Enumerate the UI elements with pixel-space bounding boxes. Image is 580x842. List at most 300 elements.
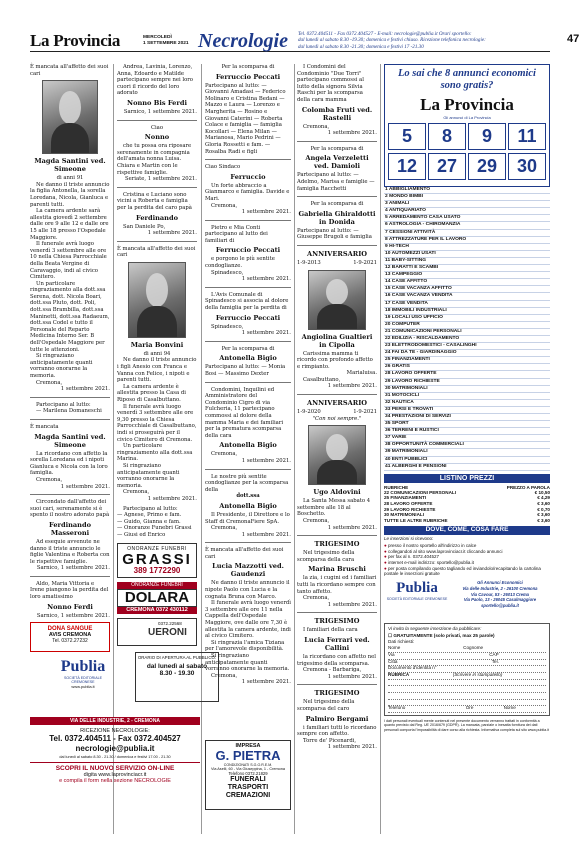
obituary-column-2 — [117, 64, 197, 650]
notice-text: la zia, i cugini ed i familiari tutti la ricordano sempre con tanto affetto. — [297, 575, 377, 595]
notice-date: Seriate, 1 settembre 2021. — [124, 176, 197, 183]
free-day: 8 — [428, 123, 466, 150]
notice-text: — Agnese, Primo e fam. — [117, 512, 182, 519]
publia-email: necrologie@publia.it — [75, 744, 155, 753]
obituary-notice — [30, 499, 110, 572]
publia-footer-ad — [30, 717, 200, 784]
dolara-top: ONORANZE FUNEBRI — [117, 582, 197, 589]
rubrica-item: 35 SPORT — [384, 421, 550, 428]
notice-place: Spinadesco, — [211, 323, 244, 330]
promo-title: Lo sai che 8 annunci economici sono gratis? — [398, 68, 536, 91]
grassi-phone: 389 1772290 — [133, 566, 181, 576]
notice-text: Andrea, Lavinia, Lorenzo, Anna, Edoardo e Matilde partecipano sempre nei loro cuori il ricordo del loro adorato — [117, 64, 193, 97]
coupon-form — [384, 623, 550, 716]
notice-separator — [117, 187, 197, 188]
rubrica-item: 25 FINANZIAMENTI — [384, 357, 550, 364]
deceased-name: Magda Santini ved. Simeone — [34, 432, 106, 449]
deceased-name: Nonno Bis Ferdi — [127, 98, 187, 107]
dove-item-text: per fax al n. 0372.404527 — [387, 554, 440, 560]
notice-text: Si ringraziano anticipatamente quanti vorranno onorarne la memoria. — [205, 653, 290, 673]
notice-place: Cremona, — [211, 202, 238, 209]
publia-address: Via Cavour, 53 - 26013 Crema — [470, 591, 530, 597]
notice-separator — [205, 469, 291, 470]
price-rubrica: 29 LAVORO RICHIESTE — [384, 506, 436, 512]
anniversary-date: 1-9-2021 — [353, 259, 377, 266]
notice-separator — [297, 196, 377, 197]
price-value: € 10,50 — [534, 489, 550, 495]
obituary-notice — [117, 64, 197, 116]
ueroni-name: UERONI — [148, 626, 187, 638]
notice-text: Partecipano al lutto: — Adelmo, Marisa e famiglie — famiglia Racchetti — [297, 172, 375, 192]
opening-hours-title: ORARIO DI APERTURA AL PUBBLICO: — [137, 655, 217, 660]
notice-text: Un particolare ringraziamento alla dott.ssa Serena, dott. Nicola Boari, dott.ssa Pluto, dott. Poli, dott.ssa Brambilla, dott.ssa Maninetti, dott.ssa Radaeum, dott.ssa Codel e tutto il Personale del Reparto Medicina Interno Ser. B dell'Ospedale Maggiore per tutte le attenzioni. — [30, 280, 110, 353]
notice-date: 1 settembre 2021. — [147, 230, 197, 237]
rubrica-item: 34 PRESTAZIONI DI SERVIZI — [384, 414, 550, 421]
deceased-photo — [42, 80, 98, 154]
notice-text: Si ringrazia l'amica Tiziana per l'amorevole disponibilità. — [205, 639, 285, 653]
price-value: € 3,60 — [537, 512, 550, 518]
price-row — [384, 518, 550, 524]
obituary-notice — [205, 164, 291, 216]
notice-text: Partecipano al lutto: — Giuseppe Brugoli e famiglia — [297, 227, 372, 241]
issue-date — [143, 35, 189, 47]
privacy-disclaimer: I dati personali eventuali mente contenuti nel presente documento verranno trattati in conformità a quanto previsto dal Reg. UE 2016/679 (GDPR). La mancata, parziale o inesatta fornitura dei dati personali comporta l'impossibilità di dare corso alla richiesta. Informativa completa sul sito www.publia.it — [384, 719, 549, 732]
deceased-name: Nonno Ferdi — [47, 602, 93, 611]
pietra-funeral-ad — [205, 740, 291, 810]
rubrica-item: 19 LOCALI USO UFFICIO — [384, 315, 550, 322]
notice-separator — [117, 120, 197, 121]
dove-item-text: collegandoti al sito www.laprovinciacr.it cliccando annunci — [387, 548, 503, 554]
deceased-name: Antonella Bigio — [219, 354, 277, 363]
notice-sign: Marialuisa. — [346, 370, 377, 377]
header-info-line: dal lunedì al sabato 8.30 -21.30; domenica e festivi 17 -21.30 — [298, 43, 424, 50]
notice-text: Le nostre più sentite condoglianze per la scomparsa della — [205, 473, 289, 493]
rubrica-item: 9 HI-TECH — [384, 244, 550, 251]
notice-heading: ANNIVERSARIO — [306, 399, 368, 408]
notice-text: Il funerale avrà luogo venerdì 3 settembre alle ore 9,30 presso la Chiesa Parrocchiale di Casalbuttano, indi si proseguirà per il civico Cimitero di Cremona. — [117, 403, 197, 443]
notice-intro: È mancata all'affetto dei suoi cari — [30, 64, 109, 77]
grassi-top: ONORANZE FUNEBRI — [127, 545, 187, 552]
notice-date: 1 settembre 2021. — [241, 457, 291, 464]
free-day: 11 — [508, 123, 546, 150]
free-day: 12 — [388, 153, 426, 180]
header-bar — [30, 30, 580, 52]
notice-text: — Giusi ed Enrico — [117, 531, 166, 538]
rubrica-item: 40 ENTI PUBBLICI — [384, 457, 550, 464]
free-days-row — [388, 123, 546, 150]
rubrica-item: 32 NAUTICA — [384, 400, 550, 407]
publia-phone: Tel. 0372.404511 - Fax 0372.404527 — [49, 734, 181, 743]
promo-box — [384, 64, 550, 187]
notice-text: Partecipano al lutto: — Monia Bosi — Massimo Dexter — [205, 364, 286, 377]
column-rule — [201, 64, 202, 834]
notice-separator — [205, 159, 291, 160]
anniversary-date: 1-9-2021 — [353, 409, 377, 416]
deceased-name: Colomba Fruti ved. Rastelli — [301, 105, 373, 122]
obituary-notice — [205, 64, 291, 155]
publia-brand-block — [52, 658, 114, 689]
form-telefono-label: Telefono — [388, 705, 406, 711]
notice-date: 1 settembre 2021. — [327, 601, 377, 608]
issue-day: 1 SETTEMBRE 2021 — [143, 41, 189, 46]
pietra-address: Via Aselli, 60 - Via Giuseppina, 1 - Cremona — [211, 767, 285, 771]
rubrica-item: 14 CASE AFFITTO — [384, 279, 550, 286]
notice-text: Il funerale avrà luogo venerdì 3 settembre alle ore 10 nella Chiesa Parrocchiale della Beata Vergine di Caravaggio, indi al civico Cimitero. — [30, 241, 107, 281]
publia-brand-box — [384, 580, 450, 620]
notice-text: Ad esequie avvenute ne danno il triste annuncio le figlie Valentina e Roberta con le rispettive famiglie. — [30, 538, 110, 565]
notice-heading: TRIGESIMO — [314, 540, 360, 549]
form-text-line[interactable] — [388, 686, 546, 693]
obituary-notice — [30, 64, 110, 393]
form-text-line[interactable] — [388, 693, 546, 700]
ueroni-phone: 0372.22568 — [158, 620, 182, 626]
notice-intro: Per la scomparsa di — [310, 145, 364, 152]
notice-intro: È mancata all'affetto dei suoi cari — [205, 547, 284, 560]
notice-text: Un forte abbraccio a Gianmarco e famiglia. Davide e Mari. — [205, 182, 290, 202]
obituary-notice — [297, 146, 377, 192]
publia-site: www.publia.it — [71, 684, 95, 689]
deceased-name: Ferruccio Peccati — [215, 246, 281, 255]
notice-date: 1 settembre 2021. — [327, 130, 377, 137]
notice-text: Il Presidente, il Direttore e lo Staff di CremonaFiere SpA. — [205, 511, 290, 525]
form-citta-label: Città — [388, 658, 398, 664]
deceased-title: dott.ssa — [236, 493, 260, 500]
publia-address: Via Paolo, 13 - 26045 Casalmaggiore — [463, 597, 537, 603]
notice-heading: TRIGESIMO — [314, 689, 360, 698]
deceased-name: Gabriella Ghiraldotti in Donida — [298, 209, 376, 226]
notice-text: La ricordano con affetto la sorella Loredana ed i nipoti Gianluca e Nicola con la loro famiglia. — [30, 450, 108, 477]
obituary-notice — [297, 617, 377, 680]
dove-item-text: internet e-mail indirizzo: sportello@publia.it — [387, 559, 474, 565]
notice-text: che tu possa ora riposare serenamente in compagnia dell'amata nonna Luisa. Chiara e Martin con le rispettive famiglie. — [117, 143, 192, 176]
promo-logo: La Provincia — [420, 95, 514, 114]
notice-date: Sarnico, 1 settembre 2021. — [36, 612, 110, 619]
notice-place: Cremona, — [123, 489, 150, 496]
rubrica-item: 31 MOTOCICLI — [384, 393, 550, 400]
deceased-name: Marina Bruschi — [308, 565, 366, 574]
dove-item — [384, 566, 550, 577]
price-rubrica: 28 LAVORO OFFERTE — [384, 500, 433, 506]
notice-text: — Guido, Gianna e fam. — [117, 518, 181, 525]
notice-separator — [117, 241, 197, 242]
notice-intro: Per la scomparsa di — [221, 345, 275, 352]
deceased-name: Antonella Bigio — [219, 501, 277, 510]
notice-text: Partecipano al lutto: — [36, 401, 91, 408]
notice-date: 1 settembre 2021. — [241, 531, 291, 538]
notice-intro: Per la scomparsa di — [310, 201, 364, 208]
notice-place: Spinadesco, — [211, 269, 244, 276]
form-cap-label: CAP — [489, 651, 499, 657]
avis-ad-line: Tel. 0372.27232 — [52, 638, 88, 644]
obituary-notice — [205, 547, 291, 686]
form-via-label: Via — [388, 651, 395, 657]
anniversary-date: 1-9-2020 — [297, 409, 321, 416]
notice-text: Ne danno il triste annuncio il nipote Paolo con Lucia e la cognata Bruna con Marco. — [205, 580, 290, 600]
notice-text: Si ringraziano anticipatamente quanti vorranno onorarne la memoria. — [30, 353, 93, 379]
dove-list — [384, 543, 550, 577]
online-service-url[interactable]: digita www.laprovinciacr.it — [83, 772, 147, 778]
notice-place: Cremona, — [303, 518, 330, 525]
page-header — [0, 0, 580, 56]
obituary-notice — [205, 474, 291, 539]
deceased-photo — [308, 270, 366, 330]
notice-separator — [30, 576, 110, 577]
section-title: Necrologie — [198, 30, 288, 52]
obituary-notice — [297, 201, 377, 241]
rubrica-item: 28 LAVORO OFFERTE — [384, 371, 550, 378]
rubrica-item: 22 EDILIZIA - RISCALDAMENTO — [384, 336, 550, 343]
promo-subtitle: Gli annunci di La Provincia — [443, 115, 491, 120]
rubrica-item: 38 OPPORTUNITÀ COMMERCIALI — [384, 442, 550, 449]
rubrica-item: 30 MATRIMONIALI — [384, 386, 550, 393]
deceased-name: Ugo Aldovini — [313, 488, 361, 497]
listino-title: LISTINO PREZZI — [384, 474, 550, 483]
notice-separator — [205, 542, 291, 543]
deceased-name: Lucia Ferrari ved. Callini — [304, 635, 370, 652]
header-info-line: Tel. 0372.404511 - Fax 0372.404527 - E-mail: necrologie@publia.it Orari sportello: — [298, 31, 472, 37]
rubrica-item: 21 COMUNICAZIONI PERSONALI — [384, 329, 550, 336]
form-row — [388, 706, 546, 713]
obituary-notice — [117, 506, 197, 539]
form-rubrica-hint: (Scrivere in stampatello) — [452, 671, 503, 677]
notice-place: Cremona, — [211, 451, 238, 458]
publia-block — [384, 580, 550, 620]
form-tel-label: Tel. — [491, 658, 499, 664]
notice-date: Sarnico, 1 settembre 2021. — [123, 108, 197, 115]
notice-date: 1 settembre 2021. — [241, 679, 291, 686]
obituary-notice — [297, 250, 377, 390]
price-rubrica: 30 MATRIMONIALI — [384, 512, 424, 518]
notice-date: 1 settembre 2021. — [241, 330, 291, 337]
notice-text: Cristina e Luciano sono vicini a Roberta e famiglia per la perdita del caro papà — [117, 191, 192, 211]
notice-text: e porgono le più sentite condoglianze. — [205, 256, 275, 270]
free-day: 9 — [468, 123, 506, 150]
obituary-notice — [30, 402, 110, 415]
obituary-column-1 — [30, 64, 110, 622]
notice-text: Un particolare ringraziamento alla dott.ssa Marina. — [117, 443, 193, 463]
anniversary-dates — [297, 409, 377, 416]
pietra-service: CREMAZIONI — [225, 792, 271, 799]
rubrica-item: 10 AUTOMEZZI USATI — [384, 251, 550, 258]
page-number: 47 — [567, 33, 580, 45]
notice-place: San Daniele Po, — [123, 223, 166, 230]
obituary-notice — [205, 346, 291, 378]
rubrica-item: 7 CESSIONI ATTIVITÀ — [384, 230, 550, 237]
deceased-name: Ferdinando — [136, 213, 178, 222]
notice-heading: ANNIVERSARIO — [306, 249, 368, 258]
notice-place: Cremona, — [36, 379, 63, 386]
notice-separator — [297, 245, 377, 246]
notice-date: 1 settembre 2021. — [60, 483, 110, 490]
rubrica-item: 39 MATRIMONIALI — [384, 449, 550, 456]
notice-separator — [297, 684, 377, 685]
publia-ricezione: RICEZIONE NECROLOGIE: — [80, 728, 150, 734]
rubrica-item: 20 COMPUTER — [384, 322, 550, 329]
form-row — [388, 673, 546, 680]
form-rubrica-label: RUBRICA — [388, 671, 410, 677]
notice-text: La Santa Messa sabato 4 settembre alle 18 al Boschetto. — [297, 498, 371, 518]
rubrica-item: 13 CAMPEGGIO — [384, 272, 550, 279]
notice-separator — [30, 419, 110, 420]
notice-text: La camera ardente è allestita presso la Casa di Riposo di Casalbuttano. — [117, 383, 186, 404]
notice-separator — [297, 612, 377, 613]
pietra-sub: CONDIZIONATI S.G.O.R.E.M. — [223, 763, 273, 767]
obituary-notice — [297, 540, 377, 608]
dolara-funeral-ad — [117, 582, 197, 614]
notice-place: Cremona - Barbariga, — [303, 667, 362, 674]
classifieds-promo — [384, 64, 550, 732]
publia-address: Gli Annunci Economici — [477, 580, 523, 586]
deceased-name: Ferruccio — [230, 172, 266, 181]
bullet-icon: ● — [384, 554, 388, 560]
avis-ad — [30, 622, 110, 652]
notice-separator — [30, 397, 110, 398]
price-value: € 3,60 — [537, 517, 550, 523]
opening-hours-days: dal lunedì al sabato — [146, 663, 208, 670]
notice-text: Partecipano al lutto: — [123, 505, 178, 512]
grassi-name: GRASSI — [122, 551, 192, 569]
price-value: € 0,70 — [537, 506, 550, 512]
notice-intro: Ciao — [150, 124, 164, 131]
bullet-icon: ● — [384, 542, 388, 548]
form-cognome-label: Cognome — [463, 645, 484, 651]
obituary-notice — [297, 689, 377, 751]
column-rule — [380, 64, 381, 834]
rubrica-item: 36 TERRENI E RUSTICI — [384, 428, 550, 435]
column-rule — [294, 64, 295, 834]
notice-date: 1 settembre 2021. — [327, 383, 377, 390]
publia-address: VIA DELLE INDUSTRIE, 2 - CREMONA — [30, 717, 200, 725]
deceased-name: Angiolina Gualtieri in Cipolla — [301, 332, 373, 349]
rubrica-item: 2 MONDO BIMBI — [384, 194, 550, 201]
header-info — [298, 31, 548, 50]
notice-text: Ne danno il triste annuncio i figli Anesio con Franca e Vanna con Felice, i nipoti e parenti tutti. — [117, 357, 197, 384]
rubrica-item: 16 CASE VACANZA VENDITA — [384, 293, 550, 300]
bullet-icon: ● — [384, 559, 388, 565]
form-text-line[interactable] — [388, 680, 546, 687]
notice-place: Cremona, — [211, 672, 238, 679]
rubriche-list — [384, 187, 550, 471]
notice-place: Torre de' Picenardi, — [303, 737, 357, 744]
notice-text: La camera ardente sarà allestita giovedì 2 settembre dalle ore 9 alle 12 e dalle ore 15 alle 18 presso l'Ospedale Maggiore. — [30, 208, 109, 241]
deceased-name: Ferruccio Peccati — [215, 72, 281, 81]
deceased-name: Antonella Bigio — [219, 441, 277, 450]
notice-place: Cremona, — [303, 123, 330, 130]
notice-text: Nel trigesimo della scomparsa del caro — [297, 699, 355, 712]
notice-text: Circondato dall'affetto dei suoi cari, serenamente si è spento il nostro adorato papà — [30, 499, 110, 519]
listino-col-rubriche: RUBRICHE — [384, 484, 409, 490]
notice-text: Nel trigesimo della scomparsa della cara — [297, 550, 355, 563]
free-day: 27 — [428, 153, 466, 180]
price-value: € 4,29 — [537, 495, 550, 501]
free-days-row — [388, 153, 546, 180]
notice-text: — Marilena Domaneschi — [36, 408, 102, 415]
free-day: 29 — [468, 153, 506, 180]
form-ore-label: Ore — [465, 705, 474, 711]
rubrica-item: 26 GRATIS — [384, 364, 550, 371]
notice-date: 1 settembre 2021. — [147, 495, 197, 502]
deceased-name: Palmiro Bergami — [305, 714, 369, 723]
opening-hours-time: 8.30 - 19.30 — [159, 670, 195, 677]
form-row — [388, 646, 546, 653]
notice-text: Pietro e Mia Conti partecipano al lutto dei familiari di — [205, 224, 268, 244]
obituary-notice — [297, 64, 377, 137]
notice-text: Ne danno il triste annuncio la figlia Antonella, la sorella Loredana, Nicola, Gianluca e parenti tutti. — [30, 181, 110, 208]
bullet-icon: ● — [384, 548, 388, 554]
notice-separator — [205, 382, 291, 383]
form-nome2-label: Nome — [503, 705, 516, 711]
form-row — [388, 653, 546, 660]
notice-text: I Condomini del Condominio "Due Torri" partecipano commossi al lutto della signora Silvia Raschi per la scomparsa della cara mamma — [297, 64, 364, 103]
header-info-line: dal lunedì al sabato 8.30 -19.30; domenica e festivi chiuso. Ricezione telefonica necrologie: — [298, 37, 486, 44]
notice-place: Cremona, — [211, 525, 238, 532]
obituary-notice — [205, 225, 291, 283]
rubrica-item: 41 ALBERGHI E PENSIONI — [384, 464, 550, 471]
anniversary-dates — [297, 260, 377, 267]
rubrica-item: 18 IMMOBILI INDUSTRIALI — [384, 308, 550, 315]
form-gratis-checkbox[interactable]: ☐ GRATUITAMENTE (solo privati, max 25 parole) — [388, 632, 495, 638]
notice-place: Casalbuttano, — [303, 376, 341, 383]
dove-item-text: per posta compilando questo tagliando ed inviandolo/recapitando la cartolina postale le inserzioni gratuite — [384, 565, 541, 577]
publia-email[interactable]: sportello@publia.it — [481, 603, 519, 609]
dove-item-text: presso il nostro sportello all'indirizzo in calce — [387, 542, 477, 548]
newspaper-logo: La Provincia — [30, 31, 121, 50]
notice-place: Cremona, — [36, 476, 63, 483]
rubrica-item: 1 ABBIGLIAMENTO — [384, 187, 550, 194]
pietra-phone: Telefono 0372.21829 — [228, 771, 268, 776]
rubrica-item: 24 FAI DA TE - GIARDINAGGIO — [384, 350, 550, 357]
publia-tagline: SOCIETÀ EDITORIALE CREMONESE — [63, 676, 103, 684]
avis-ad-line: AVIS CREMONA — [48, 632, 92, 638]
bullet-icon: ● — [384, 565, 388, 571]
rubrica-item: 15 CASE VACANZA AFFITTO — [384, 286, 550, 293]
notice-text: Condomini, Inquilini ed Amministratore del Condominio Cigro di via Fulcheria, 11 partecipano commossi al dolore della mamma Maria e dei familiari per la prematura scomparsa della cara — [205, 386, 284, 439]
notice-intro: È mancata all'affetto dei suoi cari — [117, 245, 196, 259]
publia-addresses — [450, 580, 550, 620]
listino-col-prezzo: PREZZO A PAROLA — [506, 484, 550, 490]
notice-date: 1 settembre 2021. — [327, 524, 377, 531]
rubrica-item: 12 BARATTI E SCAMBI — [384, 265, 550, 272]
rubrica-item: 8 ATTREZZATURE PER IL LAVORO — [384, 237, 550, 244]
rubrica-item: 37 VARIE — [384, 435, 550, 442]
notice-quote: "Con noi sempre." — [312, 415, 362, 422]
notice-text: Il funerale avrà luogo venerdì 3 settembre alle ore 11 nella Cappella dell'Ospedale Maggiore, ove dalle ore 7,30 è allestita la camera ardente, indi al civico Cimitero. — [205, 600, 291, 640]
notice-intro: È mancata — [30, 423, 59, 430]
dove-title: DOVE, COME, COSA FARE — [384, 526, 550, 535]
deceased-photo — [128, 262, 186, 338]
price-value: € 3,60 — [537, 500, 550, 506]
form-dati: Dati richiesti: — [388, 639, 415, 645]
obituary-notice — [117, 246, 197, 503]
rubrica-item: 3 ANIMALI — [384, 201, 550, 208]
rubrica-item: 11 BABY-SITTING — [384, 258, 550, 265]
rubrica-item: 29 LAVORO RICHIESTE — [384, 379, 550, 386]
pietra-service: FUNERALI — [230, 776, 266, 783]
deceased-name: Lucia Mazzotti ved. Gaudenzi — [212, 562, 284, 579]
notice-text: Aldo, Maria Vittoria e Irene piangono la perdita del loro amatissimo — [30, 580, 109, 601]
publia-contact-ad — [30, 652, 230, 702]
form-doc-label: Documento d'identità n° — [388, 665, 437, 671]
notice-separator — [205, 220, 291, 221]
obituary-column-3 — [205, 64, 291, 689]
rubrica-item: 5 ARREDAMENTO CASA USATO — [384, 215, 550, 222]
online-service-title: SCOPRI IL NUOVO SERVIZIO ON-LINE — [30, 762, 200, 772]
notice-date: 1 settembre 2021. — [241, 276, 291, 283]
notice-text: Carissima mamma ti ricordo con profondo affetto e rimpianto. — [297, 350, 373, 370]
form-nome-label: Nome — [388, 645, 401, 651]
dolara-name: DOLARA — [117, 589, 197, 607]
obituary-notice — [30, 424, 110, 490]
